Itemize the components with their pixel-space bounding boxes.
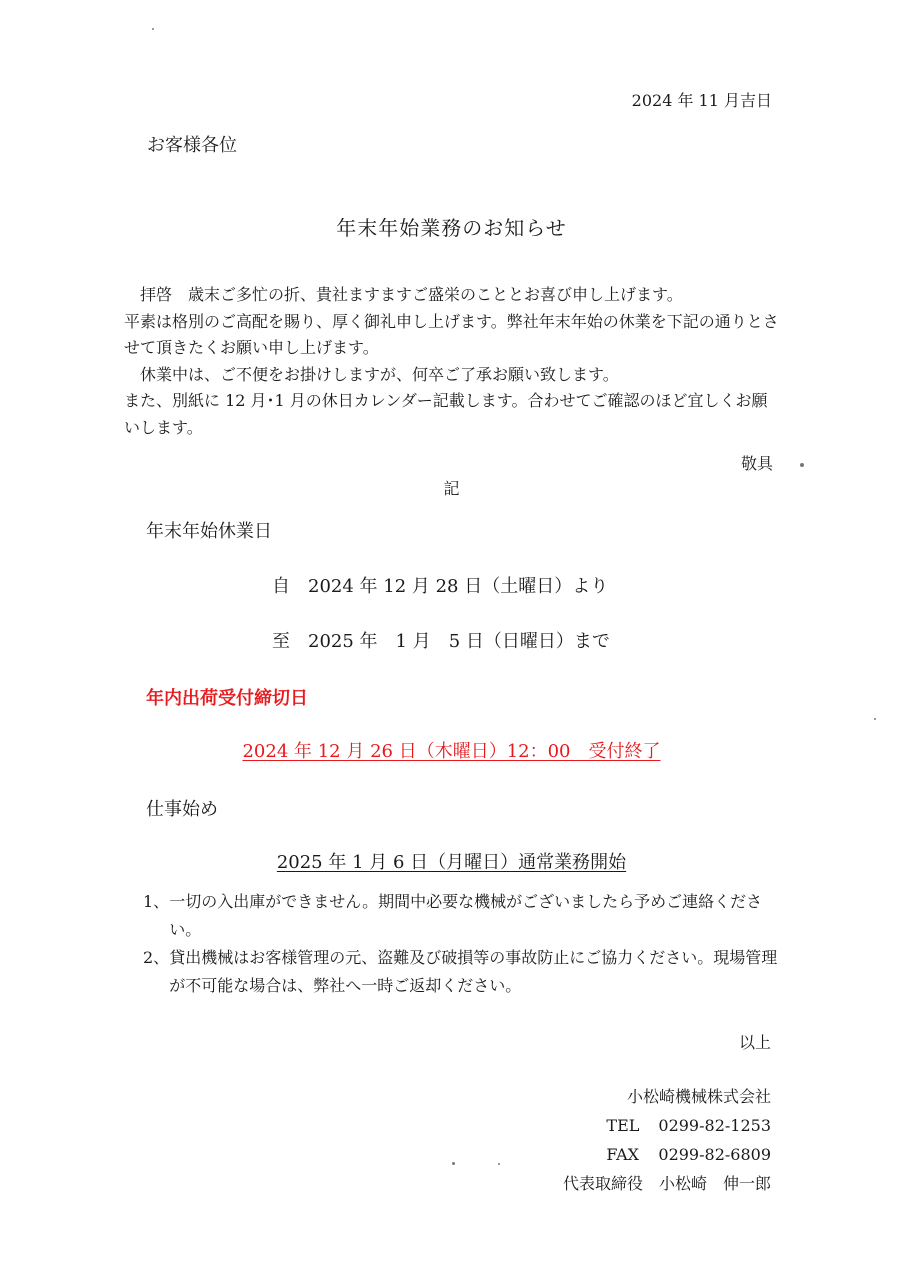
- ki-marker: 記: [443, 479, 460, 498]
- body-paragraph: 拝啓 歳末ご多忙の折、貴社ますますご盛栄のこととお喜び申し上げます。: [140, 285, 683, 304]
- closing-word: 敬具: [740, 454, 773, 473]
- note-number: 1、: [143, 892, 170, 911]
- holiday-heading: 年末年始休業日: [146, 521, 272, 542]
- notes-list: [143, 888, 783, 1000]
- body-paragraph: 平素は格別のご高配を賜り、厚く御礼申し上げます。弊社年末年始の休業を下記の通りとさせて頂きたくお願い申し上げます。: [124, 311, 779, 357]
- document-title: 年末年始業務のお知らせ: [336, 216, 567, 240]
- holiday-from: 自 2024 年 12 月 28 日（土曜日）より: [272, 576, 609, 597]
- body-text: [124, 282, 779, 441]
- note-item: [143, 888, 783, 944]
- work-start-heading: 仕事始め: [146, 799, 218, 820]
- issue-date: 2024 年 11 月吉日: [631, 91, 772, 110]
- addressee: お客様各位: [147, 135, 237, 156]
- body-paragraph: 休業中は、ご不便をお掛けしますが、何卒ご了承お願い致します。: [140, 364, 619, 384]
- scan-speck: [452, 1162, 455, 1165]
- company-fax: [535, 1140, 771, 1169]
- tel-number: 0299-82-1253: [658, 1116, 771, 1135]
- holiday-to: 至 2025 年 1 月 5 日（日曜日）まで: [272, 631, 610, 652]
- company-block: [535, 1082, 771, 1198]
- scan-speck: [874, 718, 876, 720]
- note-number: 2、: [143, 948, 170, 967]
- fax-number: 0299-82-6809: [658, 1145, 771, 1164]
- company-name: 小松崎機械株式会社: [626, 1087, 771, 1106]
- fax-label: FAX: [606, 1145, 640, 1164]
- end-marker: 以上: [738, 1033, 771, 1052]
- deadline-line: 2024 年 12 月 26 日（木曜日）12：00 受付終了: [242, 741, 661, 762]
- note-text: 貸出機械はお客様管理の元、盗難及び破損等の事故防止にご協力ください。現場管理が不可能な場合は、弊社へ一時ご返却ください。: [169, 948, 778, 995]
- deadline-heading: 年内出荷受付締切日: [146, 688, 308, 709]
- company-tel: [535, 1111, 771, 1140]
- body-paragraph: また、別紙に 12 月･1 月の休日カレンダー記載します。合わせてご確認のほど宜しくお願いします。: [124, 391, 768, 437]
- scan-speck: [498, 1163, 500, 1165]
- scan-speck: [152, 28, 154, 30]
- tel-label: TEL: [606, 1116, 640, 1135]
- note-text: 一切の入出庫ができません。期間中必要な機械がございましたら予めご連絡ください。: [169, 892, 763, 939]
- scan-speck: [800, 463, 804, 467]
- note-item: [143, 944, 783, 1000]
- work-start-line: 2025 年 1 月 6 日（月曜日）通常業務開始: [276, 852, 627, 873]
- representative: 代表取締役 小松崎 伸一郎: [562, 1174, 771, 1193]
